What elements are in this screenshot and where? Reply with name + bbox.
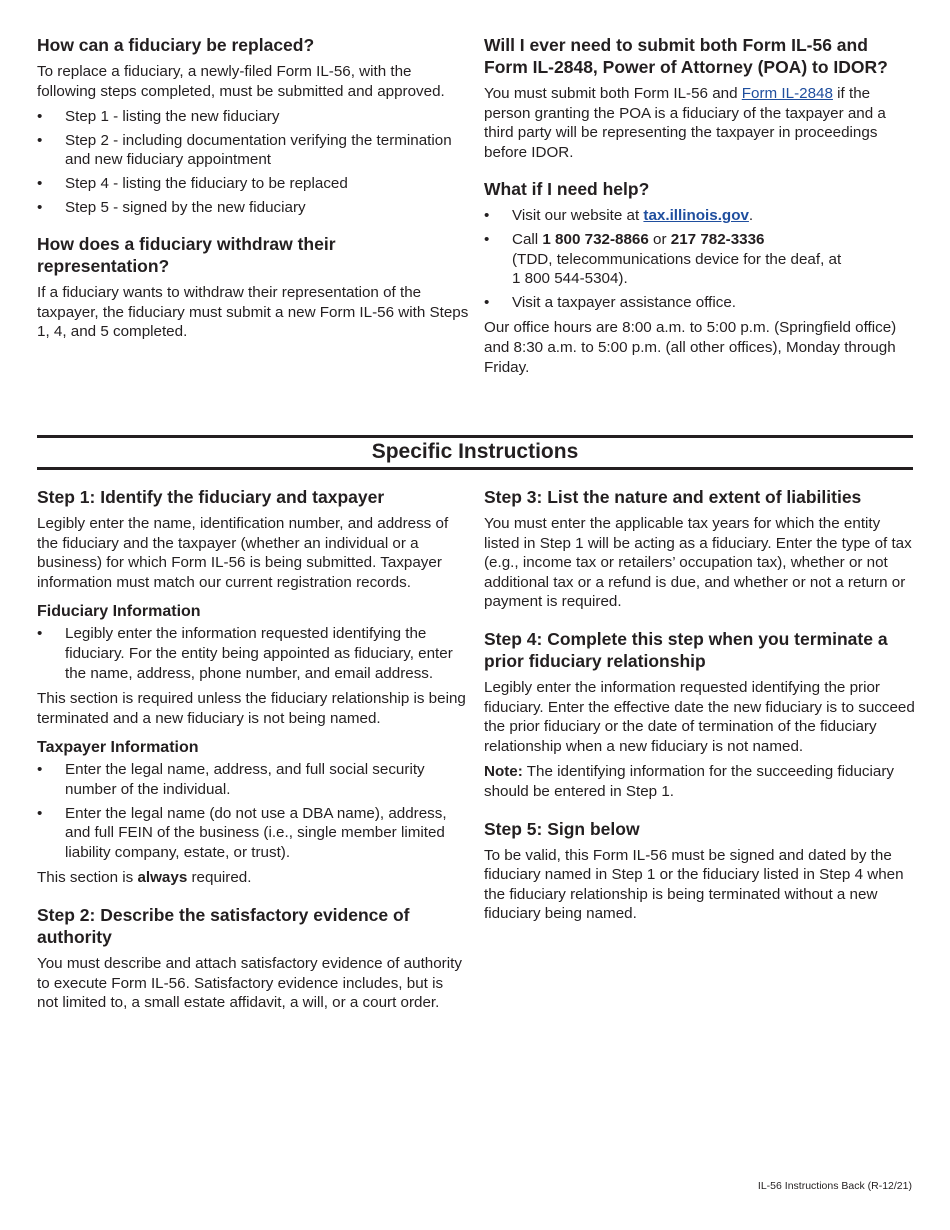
bullet-icon: • — [37, 625, 43, 643]
replace-fiduciary-heading: How can a fiduciary be replaced? — [37, 35, 315, 55]
withdraw-text: If a fiduciary wants to withdraw their representation of the taxpayer, the fiduciary must submit a new Form IL-56 with Steps 1, 4, and 5 completed. — [37, 284, 469, 341]
top-right-column — [484, 34, 916, 393]
fiduciary-info-heading: Fiduciary Information — [37, 603, 201, 621]
bullet-icon: • — [37, 131, 43, 149]
step1-heading: Step 1: Identify the fiduciary and taxpayer — [37, 487, 385, 507]
fiduciary-note: This section is required unless the fiduciary relationship is being terminated and a new fiduciary is not being named. — [37, 690, 466, 727]
step3-text: You must enter the applicable tax years for which the entity listed in Step 1 will be acting as a fiduciary. Enter the type of tax (e.g., income tax or retailers’ occupation tax), whether or not additional tax or a refund is due, and whether or not a return or payment is required. — [484, 515, 912, 611]
list-item: • Step 2 - including documentation verifying the termination and new fiduciary appointment — [37, 131, 452, 169]
page-footer: IL-56 Instructions Back (R-12/21) — [757, 1180, 912, 1192]
office-hours-text: Our office hours are 8:00 a.m. to 5:00 p.m. (Springfield office) and 8:30 a.m. to 5:00 p.m. (all other offices), Monday through Friday. — [484, 319, 897, 376]
withdraw-section — [37, 233, 469, 342]
divider — [37, 435, 913, 438]
bottom-right-column — [484, 486, 916, 940]
specific-instructions-title: Specific Instructions — [371, 440, 579, 463]
top-left-column — [37, 34, 469, 358]
list-item: • Visit a taxpayer assistance office. — [484, 293, 736, 311]
step5-section — [484, 818, 916, 924]
bullet-icon: • — [484, 293, 490, 311]
replace-steps-list — [37, 107, 469, 217]
step2-heading: Step 2: Describe the satisfactory evidence of authority — [37, 904, 410, 947]
bullet-icon: • — [37, 174, 43, 192]
step5-heading: Step 5: Sign below — [484, 818, 640, 839]
both-forms-heading: Will I ever need to submit both Form IL-56 and Form IL-2848, Power of Attorney (POA) to IDOR? — [484, 35, 888, 77]
step1-section — [37, 486, 467, 888]
both-forms-section — [484, 34, 916, 162]
taxpayer-info-list — [37, 760, 467, 862]
list-item: • Step 1 - listing the new fiduciary — [37, 108, 280, 126]
bullet-icon: • — [37, 108, 43, 126]
list-item: • Step 5 - signed by the new fiduciary — [37, 198, 306, 216]
step4-text: Legibly enter the information requested identifying the prior fiduciary. Enter the effective date the new fiduciary is to succeed the prior fiduciary or the date of termination of the fiduciary relationship when a new fiduciary is not named. — [484, 678, 915, 755]
bullet-icon: • — [37, 198, 43, 216]
phone-number-1: 1 800 732-8866 — [542, 230, 649, 248]
list-item: • Visit our website at tax.illinois.gov. — [484, 207, 754, 225]
step4-note: Note: The identifying information for the succeeding fiduciary should be entered in Step 1. — [484, 763, 894, 800]
list-item: • Enter the legal name (do not use a DBA name), address, and full FEIN of the business (i.e., single member limited liability company, estate, or trust). — [37, 804, 447, 861]
help-list — [484, 206, 916, 312]
list-item: • Step 4 - listing the fiduciary to be replaced — [37, 174, 348, 192]
step2-text: You must describe and attach satisfactory evidence of authority to execute Form IL-56. Satisfactory evidence includes, but is not limited to, a small estate affidavit, a will, or a court order. — [37, 954, 462, 1012]
list-item: • Enter the legal name, address, and full social security number of the individual. — [37, 761, 425, 798]
divider — [37, 467, 913, 470]
bullet-icon: • — [484, 207, 490, 225]
step4-heading: Step 4: Complete this step when you terminate a prior fiduciary relationship — [484, 628, 888, 671]
bullet-icon: • — [37, 761, 43, 779]
bullet-icon: • — [37, 804, 43, 822]
list-item: • Legibly enter the information requested identifying the fiduciary. For the entity being appointed as fiduciary, enter the name, address, phone number, and email address. — [37, 625, 453, 682]
list-item: • Call 1 800 732-8866 or 217 782-3336 (TDD, telecommunications device for the deaf, at 1 800 544-5304). — [484, 230, 842, 288]
step3-heading: Step 3: List the nature and extent of liabilities — [484, 487, 862, 507]
phone-number-2: 217 782-3336 — [670, 230, 765, 248]
website-link[interactable]: tax.illinois.gov — [643, 207, 749, 225]
step5-text: To be valid, this Form IL-56 must be signed and dated by the fiduciary named in Step 1 or the fiduciary listed in Step 4 when the fiduciary relationship is being terminated without a new fiduciary being named. — [484, 846, 904, 923]
bullet-icon: • — [484, 230, 490, 248]
fiduciary-info-list — [37, 624, 467, 683]
replace-fiduciary-intro: To replace a fiduciary, a newly-filed Form IL-56, with the following steps completed, must be submitted and approved. — [37, 63, 445, 100]
step2-section — [37, 904, 467, 1013]
step1-text: Legibly enter the name, identification number, and address of the fiduciary and the taxpayer (whether an individual or a business) for which Form IL-56 is being submitted. Taxpayer information must match our current registration records. — [37, 515, 449, 591]
help-section — [484, 178, 916, 377]
withdraw-heading: How does a fiduciary withdraw their representation? — [37, 234, 336, 277]
step3-section — [484, 486, 916, 612]
both-forms-text: You must submit both Form IL-56 and Form IL-2848 if the person granting the POA is a fiduciary of the taxpayer and a third party will be representing the taxpayer in proceedings before IDOR. — [484, 85, 886, 161]
form-il-2848-link[interactable]: Form IL-2848 — [741, 85, 833, 102]
always-required-text: This section is always required. — [37, 869, 252, 887]
step4-section — [484, 628, 916, 802]
bottom-left-column — [37, 486, 467, 1029]
help-heading: What if I need help? — [484, 179, 650, 200]
replace-fiduciary-section — [37, 34, 469, 217]
taxpayer-info-heading: Taxpayer Information — [37, 739, 199, 757]
